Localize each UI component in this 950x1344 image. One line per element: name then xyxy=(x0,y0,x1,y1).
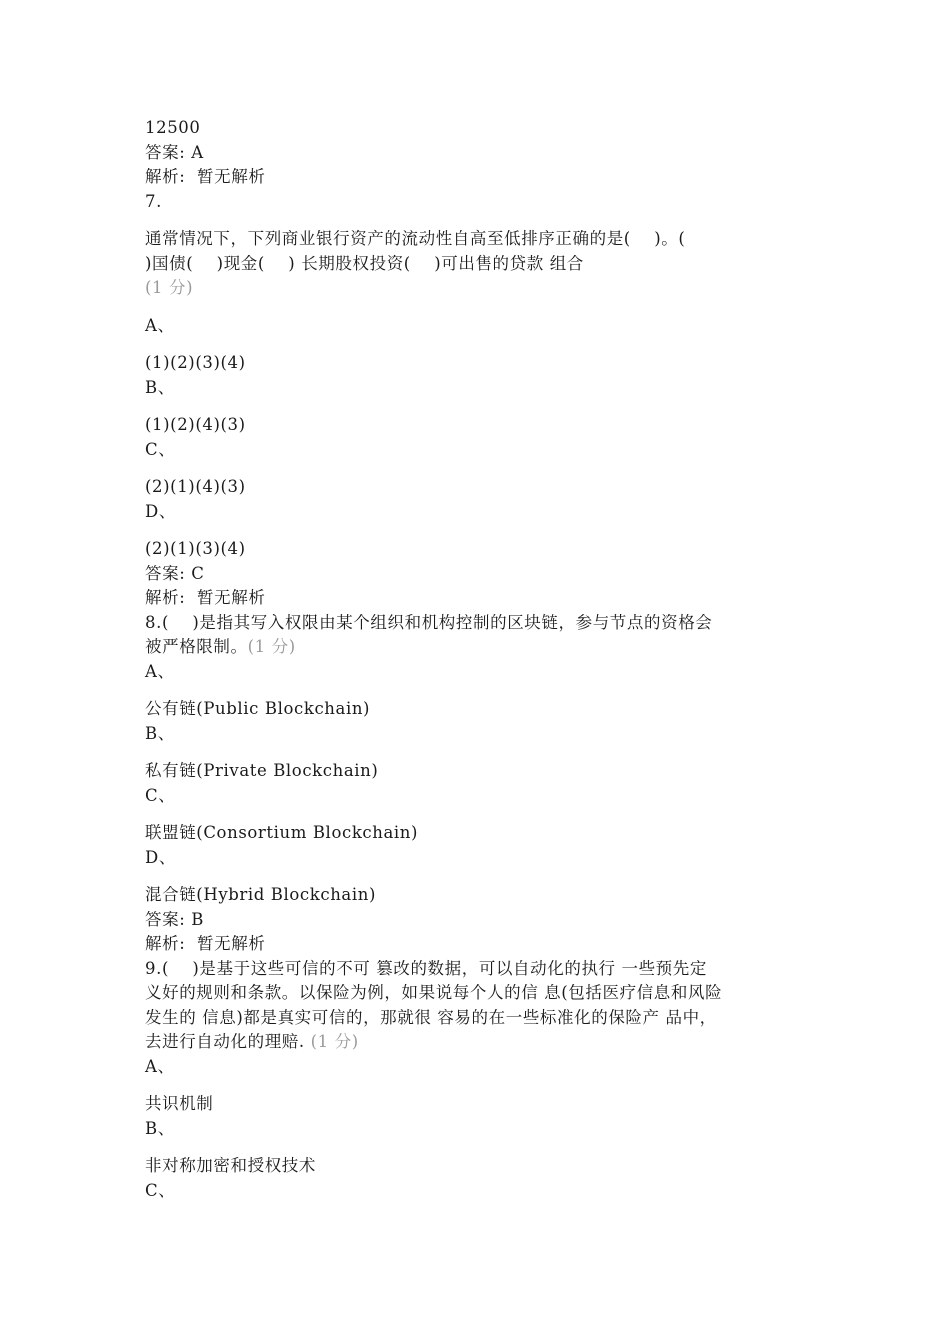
q8-score: (1 分) xyxy=(247,637,296,656)
q9-option-b-text: 非对称加密和授权技术 xyxy=(145,1156,316,1175)
q8-option-b-label: B、 xyxy=(145,723,175,743)
q7-analysis: 解析: 暂无解析 xyxy=(145,588,266,607)
q9-option-c-label: C、 xyxy=(145,1180,176,1200)
q7-option-a-text: (1)(2)(3)(4) xyxy=(145,353,246,372)
q8-analysis: 解析: 暂无解析 xyxy=(145,934,266,953)
q7-stem-line1: 通常情况下，下列商业银行资产的流动性自高至低排序正确的是( )。( xyxy=(145,229,686,248)
q8-stem-line1: 8.( )是指其写入权限由某个组织和机构控制的区块链，参与节点的资格会 xyxy=(145,612,713,632)
q7-number: 7. xyxy=(145,191,162,211)
q8-option-d-label: D、 xyxy=(145,847,176,867)
q9-stem-line4-row xyxy=(145,1030,805,1055)
q9-option-b-label: B、 xyxy=(145,1118,175,1138)
q6-option-value: 12500 xyxy=(145,118,201,137)
q9-score: (1 分) xyxy=(310,1032,359,1051)
q7-stem-line2: )国债( )现金( ) 长期股权投资( )可出售的贷款 组合 xyxy=(145,253,584,273)
document-page xyxy=(145,116,805,1203)
q9-option-a-text: 共识机制 xyxy=(145,1094,214,1113)
q9-stem-line1: 9.( )是基于这些可信的不可 篡改的数据，可以自动化的执行 一些预先定 xyxy=(145,958,707,978)
q8-option-c-text: 联盟链(Consortium Blockchain) xyxy=(145,823,419,842)
q6-answer: 答案: A xyxy=(145,142,204,162)
q8-option-a-label: A、 xyxy=(145,661,175,681)
q9-stem-line4: 去进行自动化的理赔. xyxy=(145,1032,305,1051)
q8-answer: 答案: B xyxy=(145,909,204,929)
q7-option-b-text: (1)(2)(4)(3) xyxy=(145,415,246,434)
q8-option-d-text: 混合链(Hybrid Blockchain) xyxy=(145,885,377,904)
q8-option-a-text: 公有链(Public Blockchain) xyxy=(145,699,371,718)
q7-option-c-text: (2)(1)(4)(3) xyxy=(145,477,246,496)
q7-answer: 答案: C xyxy=(145,563,205,583)
q7-option-d-text: (2)(1)(3)(4) xyxy=(145,539,246,558)
q9-option-a-label: A、 xyxy=(145,1056,175,1076)
q7-option-c-label: C、 xyxy=(145,439,176,459)
q9-stem-line3: 发生的 信息)都是真实可信的，那就很 容易的在一些标准化的保险产 品中， xyxy=(145,1007,717,1027)
q8-option-b-text: 私有链(Private Blockchain) xyxy=(145,761,379,780)
q7-option-a-label: A、 xyxy=(145,315,175,335)
q6-analysis: 解析: 暂无解析 xyxy=(145,167,266,186)
q7-option-d-label: D、 xyxy=(145,501,176,521)
q7-option-b-label: B、 xyxy=(145,377,175,397)
q8-stem-line2: 被严格限制。 xyxy=(145,637,248,656)
q7-score: (1 分) xyxy=(145,278,194,297)
q9-stem-line2: 义好的规则和条款。以保险为例，如果说每个人的信 息(包括医疗信息和风险 xyxy=(145,983,723,1002)
q8-option-c-label: C、 xyxy=(145,785,176,805)
q8-stem-line2-row xyxy=(145,635,805,660)
